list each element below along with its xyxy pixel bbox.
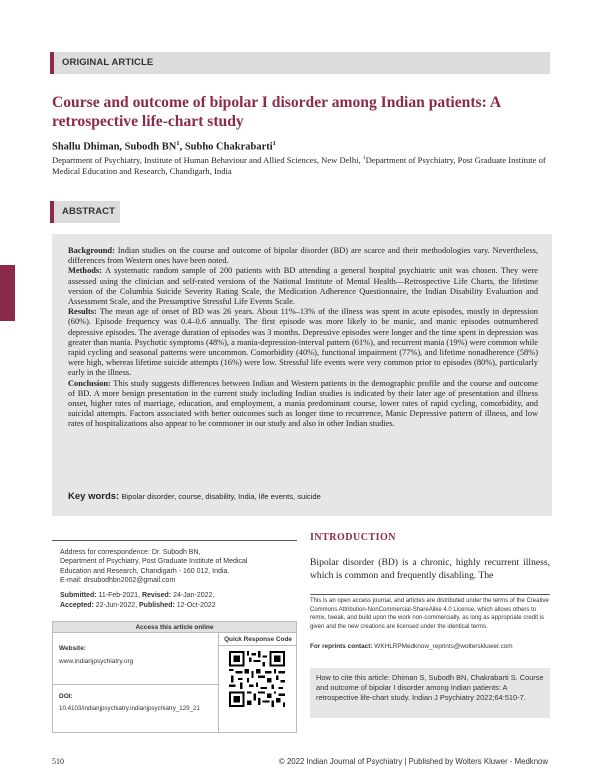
access-heading: Access this article online (53, 622, 296, 633)
abstract-methods: Methods: A systematic random sample of 200 patients with BD attending a general hospital psychiatric unit was chosen. They were assessed using the clinician and self-rated versions of the National Institute of Mental Health—Retrospective Life Charts, the lifetime version of the Columbia Suicide Severity Rating Scale, the Medication Adherence Questionnaire, the Indian Disability Evaluation and Assessment Scale, and the Presumptive Stressful Life Events Scale. (68, 266, 538, 307)
divider (310, 594, 550, 595)
reprints-contact: For reprints contact: WKHLRPMedknow_reprints@wolterskluwer.com (310, 643, 513, 650)
article-dates: Submitted: 11-Feb-2021, Revised: 24-Jan-2022, Accepted: 22-Jun-2022, Published: 12-Oct-2022 (60, 592, 216, 609)
abstract-label: ABSTRACT (50, 201, 120, 223)
page-number: 510 (52, 757, 64, 766)
website-link[interactable]: www.indianjpsychiatry.org (59, 658, 134, 665)
abstract-results: Results: The mean age of onset of BD was 26 years. About 11%–13% of the illness was spent in acute episodes, mostly in depression (60%). Episode frequency was 0.4–0.6 annually. The first episode was more likely to be manic, and manic episodes outnumbered depressive episodes. The average duration of episodes was 3 months. Depressive episodes were longer and the time spent in depression was greater than mania. Psychotic symptoms (48%), a mania-depression-interval pattern (61%), and recurrent mania (19%) were common while rapid cycling and seasonal patterns were uncommon. Comorbidity (40%), functional impairment (77%), and lifetime nonadherence (58%) were high, whereas lifetime suicide attempts (16%) were low. Stressful life events were very common prior to episodes (80%), particularly early in the illness. (68, 307, 538, 378)
license-text: This is an open access journal, and articles are distributed under the terms of the Creative Commons Attribution-NonCommercial-ShareAlike 4.0 License, which allows others to remix, tweak, and build upon the work non-commercially, as long as appropriate credit is given and the new creations are licensed under the identical terms. (310, 598, 549, 630)
abstract-text (68, 246, 538, 430)
introduction-text: Bipolar disorder (BD) is a chronic, highly recurrent illness, which is common and frequently disabling. The (310, 557, 550, 582)
affiliations: Department of Psychiatry, Institute of Human Behaviour and Allied Sciences, New Delhi, $^1$Department of Psychiatry, Post Graduate Institute of Medical Education and Research, Chandigarh, India (52, 154, 546, 177)
introduction-heading: INTRODUCTION (310, 532, 397, 543)
footer-text: © 2022 Indian Journal of Psychiatry | Published by Wolters Kluwer - Medknow (279, 757, 548, 766)
keywords: Key words: Bipolar disorder, course, disability, India, life events, suicide (68, 491, 321, 502)
reprints-email[interactable]: WKHLRPMedknow_reprints@wolterskluwer.com (374, 643, 513, 650)
doi-link[interactable]: 10.4103/indianjpsychiatry.indianjpsychiatry_129_21 (59, 705, 200, 712)
author-list: Shallu Dhiman, Subodh $BN^1$, Subho Chakrabarti$^1$ (52, 140, 276, 153)
correspondence: Address for correspondence: Dr. Subodh BN, Department of Psychiatry, Post Graduate Institute of Medical Education and Research, Chandigarh - 160 012, India. E-mail: drsubodhbn2002@gmail.com (60, 548, 300, 585)
abstract-background: Background: Indian studies on the course and outcome of bipolar disorder (BD) are scarce and their methodologies vary. Nevertheless, differences from Western ones have been noted. (68, 246, 539, 266)
section-label: ORIGINAL ARTICLE (50, 52, 550, 74)
article-title: Course and outcome of bipolar I disorder among Indian patients: A retrospective life-chart study (52, 94, 501, 130)
doi-label: DOI: (59, 693, 73, 700)
abstract-conclusion: Conclusion: This study suggests differences between Indian and Western patients in the demographic profile and the course and outcome of BD. A more benign presentation in the current study including Indian studies is indicated by their later age of presentation and illness onset, higher rates of marriage, education, and employment, a mania predominant course, lower rates of rapid cycling, comorbidity, and suicidal attempts. Factors associated with better outcomes such as longer time to recurrence, Manic Depressive pattern of illness, and low rates of hospitalizations also appear to be commoner in our study and also in other Indian studies. (68, 378, 538, 429)
qr-label: Quick Response Code (219, 634, 297, 646)
qr-code-icon[interactable] (229, 651, 285, 707)
access-online-table (52, 621, 297, 733)
side-color-tab (0, 265, 15, 321)
divider (52, 540, 297, 541)
correspondence-email[interactable]: E-mail: drsubodhbn2002@gmail.com (60, 576, 176, 584)
website-label: Website: (59, 645, 86, 652)
citation-box: How to cite this article: Dhiman S, Subodh BN, Chakrabarti S. Course and outcome of bipolar I disorder among Indian patients: A retrospective life-chart study. Indian J Psychiatry 2022;64:510-7. (310, 668, 550, 718)
